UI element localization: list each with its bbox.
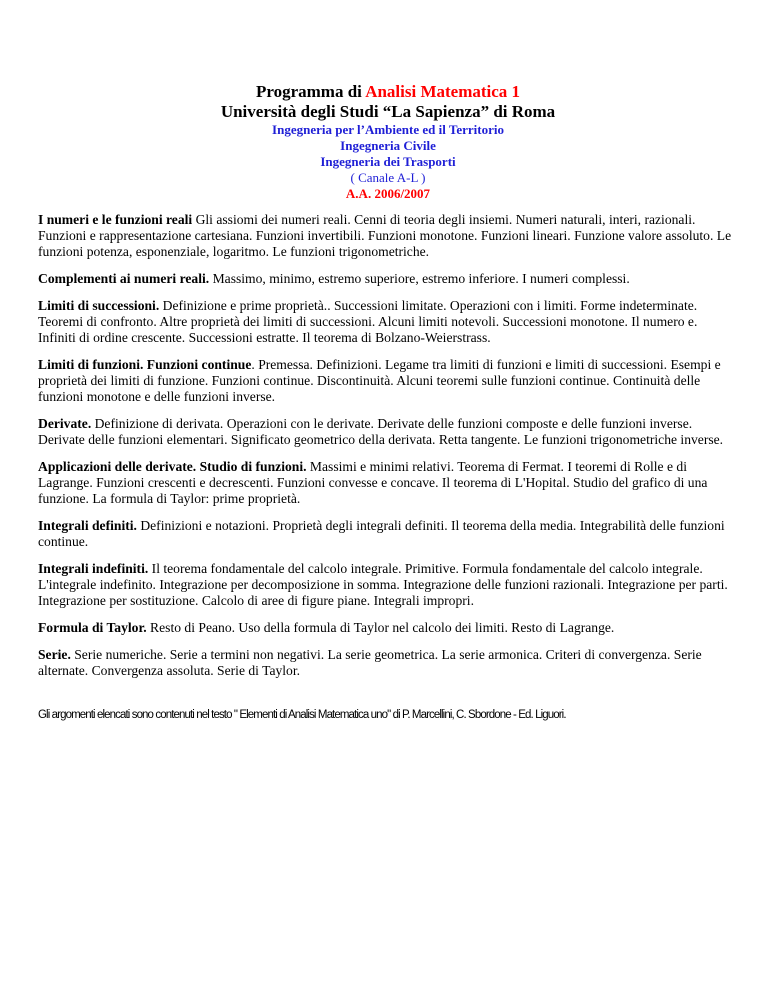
section-heading: Complementi ai numeri reali. (38, 271, 210, 286)
section-heading: Formula di Taylor. (38, 620, 147, 635)
document-title (38, 82, 738, 102)
document-header (38, 82, 738, 202)
section-body: Massimi e minimi relativi. Teorema di Fermat. I teoremi di Rolle e di Lagrange. Funzioni crescenti e decrescenti. Funzioni convesse e concave. Il teorema di L'Hopital. Studio del grafico di una funzione. La formula di Taylor: prime proprietà. (38, 459, 708, 506)
section-limiti-successioni (38, 298, 738, 346)
channel-label: ( Canale A-L ) (350, 170, 426, 185)
section-derivate (38, 416, 738, 448)
section-body: Gli assiomi dei numeri reali. Cenni di teoria degli insiemi. Numeri naturali, interi, razionali. Funzioni e rappresentazione cartesiana. Funzioni invertibili. Funzioni monotone. Funzioni lineari. Funzione valore assoluto. Le funzioni potenza, esponenziale, logaritmo. Le funzioni trigonometriche. (38, 212, 732, 259)
section-body: Serie numeriche. Serie a termini non negativi. La serie geometrica. La serie armonica. Criteri di convergenza. Serie alternate. Convergenza assoluta. Serie di Taylor. (38, 647, 702, 678)
section-body: Definizioni e notazioni. Proprietà degli integrali definiti. Il teorema della media. Integrabilità delle funzioni continue. (38, 518, 725, 549)
section-body: Definizione di derivata. Operazioni con le derivate. Derivate delle funzioni composte e delle funzioni inverse. Derivate delle funzioni elementari. Significato geometrico della derivata. Retta tangente. Le funzioni trigonometriche inverse. (38, 416, 724, 447)
section-body: Resto di Peano. Uso della formula di Taylor nel calcolo dei limiti. Resto di Lagrange. (146, 620, 615, 635)
section-formula-taylor (38, 620, 738, 636)
section-serie (38, 647, 738, 679)
academic-year: A.A. 2006/2007 (345, 186, 431, 201)
section-heading: Integrali definiti. (38, 518, 137, 533)
section-applicazioni-derivate (38, 459, 738, 507)
textbook-note: Gli argomenti elencati sono contenuti nel testo " Elementi di Analisi Matematica uno" di P. Marcellini, C. Sbordone - Ed. Liguori. (38, 709, 566, 721)
section-limiti-funzioni (38, 357, 738, 405)
title-prefix: Programma di (255, 82, 366, 101)
section-heading: Limiti di successioni. (38, 298, 160, 313)
section-heading: Serie. (38, 647, 71, 662)
title-accent: Analisi Matematica 1 (365, 82, 521, 101)
section-integrali-definiti (38, 518, 738, 550)
section-body: Massimo, minimo, estremo superiore, estremo inferiore. I numeri complessi. (209, 271, 630, 286)
section-heading: Limiti di funzioni. Funzioni continue (38, 357, 252, 372)
section-numeri-reali (38, 212, 738, 260)
section-heading: Applicazioni delle derivate. Studio di funzioni. (38, 459, 307, 474)
course-name-3: Ingegneria dei Trasporti (320, 154, 456, 169)
section-heading: Derivate. (38, 416, 92, 431)
section-integrali-indefiniti (38, 561, 738, 609)
section-heading: I numeri e le funzioni reali (38, 212, 193, 227)
section-body: Definizione e prime proprietà.. Successioni limitate. Operazioni con i limiti. Forme indeterminate. Teoremi di confronto. Altre proprietà dei limiti di successioni. Alcuni limiti notevoli. Successioni monotone. Il numero e. Infiniti di ordine crescente. Successioni estratte. Il teorema di Bolzano-Weierstrass. (38, 298, 698, 345)
university-name: Università degli Studi “La Sapienza” di Roma (220, 102, 556, 121)
document-page (38, 82, 738, 721)
section-body: Il teorema fondamentale del calcolo integrale. Primitive. Formula fondamentale del calcolo integrale. L'integrale indefinito. Integrazione per decomposizione in somma. Integrazione delle funzioni razionali. Integrazione per parti. Integrazione per sostituzione. Calcolo di aree di figure piane. Integrali impropri. (38, 561, 728, 608)
course-name-2: Ingegneria Civile (340, 138, 436, 153)
section-body: . Premessa. Definizioni. Legame tra limiti di funzioni e limiti di successioni. Esempi e proprietà dei limiti di funzione. Funzioni continue. Discontinuità. Alcuni teoremi sulle funzioni continue. Continuità delle funzioni monotone e delle funzioni inverse. (38, 357, 721, 404)
section-heading: Integrali indefiniti. (38, 561, 149, 576)
course-name-1: Ingegneria per l’Ambiente ed il Territorio (272, 122, 504, 137)
section-complementi (38, 271, 738, 287)
